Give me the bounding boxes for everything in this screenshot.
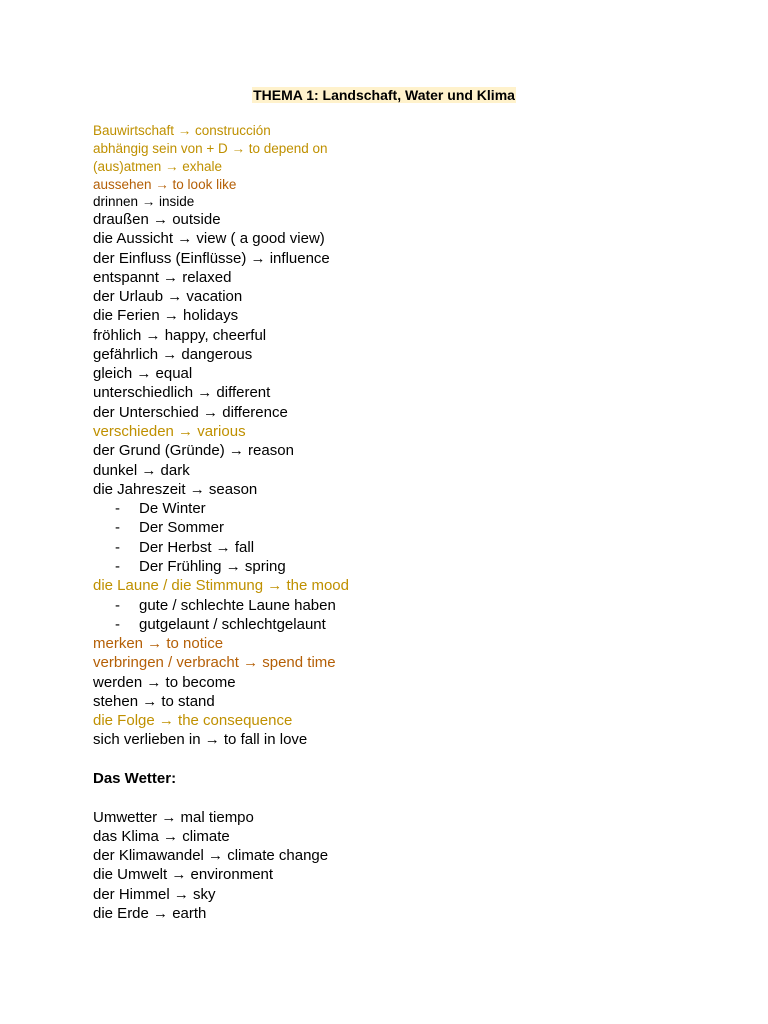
bullet-dash: -: [115, 616, 120, 633]
bullet-dash: -: [115, 558, 120, 575]
vocab-item: die Umwelt → environment: [93, 866, 274, 883]
season-item: [115, 499, 206, 518]
vocab-item: sich verlieben in → to fall in love: [93, 731, 308, 748]
vocab-item: gleich → equal: [93, 365, 193, 382]
vocab-item: gefährlich → dangerous: [93, 346, 253, 363]
vocab-item: der Grund (Gründe) → reason: [93, 442, 294, 459]
vocab-item: die Jahreszeit → season: [93, 481, 258, 498]
season-item: [115, 557, 286, 576]
vocab-item: fröhlich → happy, cheerful: [93, 327, 267, 344]
season-item: [115, 518, 224, 537]
vocab-item: die Laune / die Stimmung → the mood: [93, 577, 349, 594]
season-item-text: Der Herbst → fall: [139, 539, 255, 556]
season-item-text: Der Frühling → spring: [139, 558, 286, 575]
vocab-item: draußen → outside: [93, 211, 221, 228]
section-heading: Das Wetter:: [93, 770, 177, 787]
vocab-item: der Himmel → sky: [93, 886, 216, 903]
bullet-dash: -: [115, 539, 120, 556]
mood-item: [115, 615, 326, 634]
vocab-item: das Klima → climate: [93, 828, 230, 845]
vocab-item: abhängig sein von + D → to depend on: [93, 141, 328, 156]
vocab-item: Umwetter → mal tiempo: [93, 809, 254, 826]
vocab-item: Bauwirtschaft → construcción: [93, 123, 271, 138]
vocab-item: verschieden → various: [93, 423, 246, 440]
bullet-dash: -: [115, 597, 120, 614]
mood-item-text: gute / schlechte Laune haben: [139, 597, 336, 614]
bullet-dash: -: [115, 519, 120, 536]
vocab-item: die Erde → earth: [93, 905, 207, 922]
season-item-text: Der Sommer: [139, 519, 225, 536]
vocab-item: stehen → to stand: [93, 693, 215, 710]
vocab-item: der Einfluss (Einflüsse) → influence: [93, 250, 330, 267]
mood-item-text: gutgelaunt / schlechtgelaunt: [139, 616, 326, 633]
vocab-item: werden → to become: [93, 674, 236, 691]
vocab-item: die Aussicht → view ( a good view): [93, 230, 325, 247]
vocab-item: unterschiedlich → different: [93, 384, 271, 401]
season-item: [115, 538, 254, 557]
vocab-item: der Urlaub → vacation: [93, 288, 243, 305]
vocab-item: entspannt → relaxed: [93, 269, 232, 286]
bullet-dash: -: [115, 500, 120, 517]
vocab-item: der Unterschied → difference: [93, 404, 288, 421]
page-title-text: THEMA 1: Landschaft, Water und Klima: [253, 87, 515, 103]
vocab-item: die Folge → the consequence: [93, 712, 293, 729]
vocab-item: dunkel → dark: [93, 462, 190, 479]
page-title: [0, 87, 768, 104]
season-item-text: De Winter: [139, 500, 206, 517]
mood-item: [115, 596, 336, 615]
vocab-item: aussehen → to look like: [93, 177, 237, 192]
vocab-item: verbringen / verbracht → spend time: [93, 654, 336, 671]
vocab-item: (aus)atmen → exhale: [93, 159, 223, 174]
vocab-item: drinnen → inside: [93, 194, 195, 209]
vocab-item: der Klimawandel → climate change: [93, 847, 329, 864]
vocab-item: die Ferien → holidays: [93, 307, 239, 324]
vocab-item: merken → to notice: [93, 635, 224, 652]
